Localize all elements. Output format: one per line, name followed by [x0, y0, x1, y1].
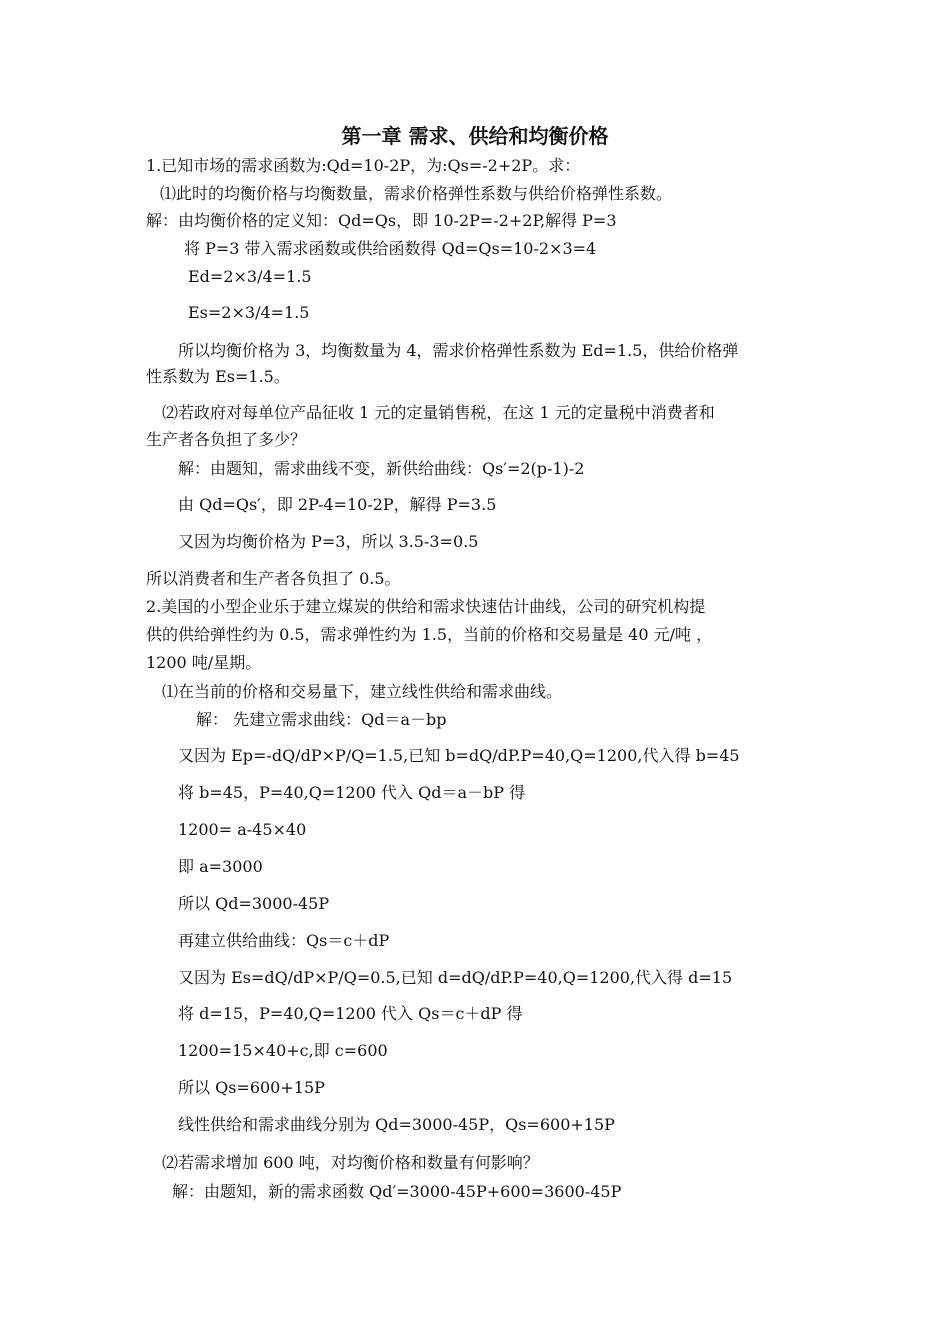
q2-solution-line8: 又因为 Es=dQ/dP×P/Q=0.5,已知 d=dQ/dP.P=40,Q=1200,代入得 d=15 [178, 968, 733, 987]
q2-solution-line3: 将 b=45，P=40,Q=1200 代入 Qd＝a－bP 得 [178, 783, 526, 802]
q2-solution-line7: 再建立供给曲线：Qs＝c＋dP [178, 931, 390, 950]
q1-part2-line1: ⑵若政府对每单位产品征收 1 元的定量销售税，在这 1 元的定量税中消费者和 [162, 403, 715, 422]
q2-solution-line5: 即 a=3000 [178, 857, 263, 876]
q2-statement-line1: 2.美国的小型企业乐于建立煤炭的供给和需求快速估计曲线，公司的研究机构提 [146, 597, 706, 616]
q2-solution-line4: 1200= a-45×40 [178, 820, 307, 839]
q2-part2-solution: 解：由题知，新的需求函数 Qd′=3000-45P+600=3600-45P [172, 1182, 622, 1201]
chapter-title: 第一章 需求、供给和均衡价格 [341, 124, 609, 148]
q1-part2-solution3: 又因为均衡价格为 P=3，所以 3.5-3=0.5 [178, 532, 479, 551]
q1-part2-conclusion: 所以消费者和生产者各负担了 0.5。 [146, 569, 401, 588]
q2-solution-line12: 线性供给和需求曲线分别为 Qd=3000-45P，Qs=600+15P [178, 1115, 615, 1134]
q1-solution-line1: 解：由均衡价格的定义知：Qd=Qs，即 10-2P=-2+2P,解得 P=3 [146, 211, 617, 230]
q2-solution-line9: 将 d=15，P=40,Q=1200 代入 Qs＝c＋dP 得 [178, 1004, 523, 1023]
q2-part2: ⑵若需求增加 600 吨，对均衡价格和数量有何影响？ [162, 1153, 539, 1172]
q2-solution-line6: 所以 Qd=3000-45P [178, 894, 330, 913]
q1-ed-formula: Ed=2×3/4=1.5 [188, 267, 312, 286]
q2-solution-line1: 解： 先建立需求曲线：Qd＝a－bp [196, 710, 447, 729]
q1-es-formula: Es=2×3/4=1.5 [188, 303, 310, 322]
q1-part1: ⑴此时的均衡价格与均衡数量，需求价格弹性系数与供给价格弹性系数。 [160, 184, 673, 203]
q1-statement: 1.已知市场的需求函数为:Qd=10-2P，为:Qs=-2+2P。求： [146, 156, 581, 175]
q2-statement-line2: 供的供给弹性约为 0.5，需求弹性约为 1.5，当前的价格和交易量是 40 元/吨 ， [146, 625, 713, 644]
q1-part2-solution2: 由 Qd=Qs′，即 2P-4=10-2P，解得 P=3.5 [178, 495, 497, 514]
q1-conclusion-line2: 性系数为 Es=1.5。 [146, 367, 290, 386]
q2-part1: ⑴在当前的价格和交易量下，建立线性供给和需求曲线。 [162, 682, 563, 701]
q2-statement-line3: 1200 吨/星期。 [146, 653, 262, 672]
q1-solution-line2: 将 P=3 带入需求函数或供给函数得 Qd=Qs=10-2×3=4 [184, 239, 597, 258]
q2-solution-line11: 所以 Qs=600+15P [178, 1078, 325, 1097]
q2-solution-line10: 1200=15×40+c,即 c=600 [178, 1041, 388, 1060]
q2-solution-line2: 又因为 Ep=-dQ/dP×P/Q=1.5,已知 b=dQ/dP.P=40,Q=1200,代入得 b=45 [178, 746, 740, 765]
q1-part2-line2: 生产者各负担了多少？ [146, 430, 307, 449]
q1-part2-solution1: 解：由题知，需求曲线不变，新供给曲线：Qs′=2(p-1)-2 [178, 459, 585, 478]
q1-conclusion-line1: 所以均衡价格为 3，均衡数量为 4，需求价格弹性系数为 Ed=1.5，供给价格弹 [178, 341, 739, 360]
